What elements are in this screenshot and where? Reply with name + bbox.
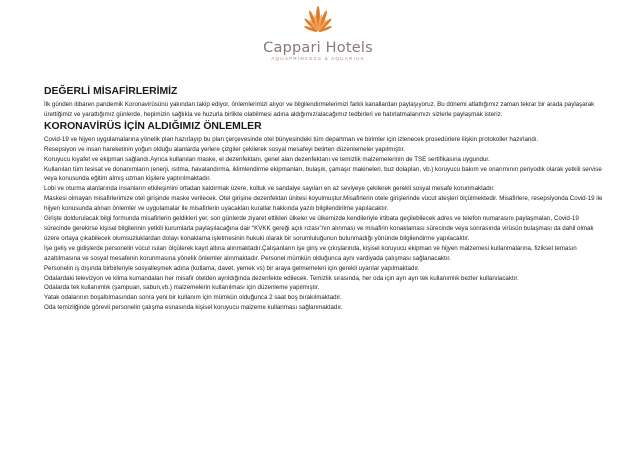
sun-flower-icon: [298, 6, 338, 40]
hotel-logo: [0, 6, 636, 76]
greeting-title: DEĞERLİ MİSAFİRLERİMİZ: [44, 86, 178, 97]
measure-paragraph: Yatak odalarının boşaltılmasından sonra yeni bir kullanım için mümkün olduğunca 2 saat boş bırakılmaktadır.: [44, 294, 342, 302]
brand-subtitle: AQUAPRINCESS & AQUARIUS: [271, 56, 365, 61]
measure-paragraph: Covid-19 ve hijyen uygulamalarına yönelik plan hazırlayıp bu plan çerçevesinde otel bünyesindeki tüm departman ve birimler için izlenecek prosedürlere ilişkin protokoller hazırlandı.: [44, 135, 539, 143]
measure-paragraph: Kullanılan tüm tesisat ve donanımların (enerji, ısıtma, havalandırma, iklimlendirme ekipmanları, bulaşık, çamaşır makineleri, buz dolapları, vb.) koruyucu bakım ve onarımının periyodik olarak yetkili servise veya konusunda eğitim almış uzman kişilere yaptırılmaktadır.: [44, 165, 602, 183]
document-body: [44, 86, 604, 313]
measure-paragraph: Koruyucu kıyafet ve ekipman sağlandı.Ayrıca kullanılan maske, el dezenfektanı, genel alan dezenfektanı ve temizlik malzemelerinin de TSE sertifikasına uygundur.: [44, 155, 490, 163]
measure-paragraph: Odalarda tek kullanımlık (şampuan, sabun,vb.) malzemelerin kullanılması için düzenleme yapılmıştır.: [44, 284, 320, 292]
measure-paragraph: Lobi ve oturma alanlarında insanların etkileşimini ortadan kaldırmak üzere, koltuk ve sandalye sayıları en az seviyeye çekilerek gerekli sosyal mesafe korunmaktadır.: [44, 185, 495, 193]
measure-paragraph: Resepsiyon ve insan hareketinin yoğun olduğu alanlarda yerlere çizgiler çekilerek sosyal mesafeyi belirten düzenlemeler yapılmıştır.: [44, 145, 406, 153]
measure-paragraph: Oda temizliğinde görevli personelin çalışma esnasında kişisel koruyucu malzeme kullanması sağlanmaktadır.: [44, 304, 343, 312]
measure-paragraph: Girişte doldurulacak bilgi formunda misafirlerin geldikleri yer, son günlerde ziyaret ettikleri ülkeler ve ülkemizde kendileriyle irtibata geçilebilecek adres ve telefon numarasını paylaşmaları, Covid-19 sürecinde gerekirse kişisel bilgilerinin yetkili kurumlarla paylaşılacağına dair “KVKK gereği açık rızası”nın alınması ve misafirin konaklaması sürecinde veya sonrasında virüsün bulaşması da dahil olmak üzere ortaya çıkabilecek olumsuzluklardan dolayı konaklama işletmesinin hukuki olarak bir sorumluluğunun bulunmadığı yönünde bilgilendirme yapılacaktır.: [44, 215, 594, 242]
measure-paragraph: Personelin iş dışında birbirleriyle sosyalleşmek adına (kutlama, davet, yemek vs) bir araya gelmemeleri için gerekli uyarılar yapılmaktadır.: [44, 264, 420, 272]
brand-name: Cappari Hotels: [263, 40, 373, 56]
measure-paragraph: Odalardaki televizyon ve klima kumandaları her misafir otelden ayrıldığında dezenfekte edilecek. Temizlik sırasında, her oda için ayrı ayrı tek kullanımlık bezler kullanılacaktır.: [44, 274, 519, 282]
greeting-text: İlk günden itibaren pandemik Koronavirüsünü yakından takip ediyor, önlemlerimizi alıyor ve bilgilendirmelerimizi farklı kanallardan paylaşıyoruz. Bu dönemi atlattığımız zaman tekrar bir arada paylaşarak ürettiğimiz ve yarattığımız günlerde, hepimizin sağlıkla ve huzurla birlikte olabilmesi adına aldığımız/alacağımız tedbirleri ve hatırlatmalarımızı sizlerle paylaşmak isteriz.: [44, 101, 595, 118]
measure-paragraph: Maskesi olmayan misafirlerimize otel girişinde maske verilecek. Otel girişine dezenfektan ünitesi koyulmuştur.Misafirlerin otele girişlerinde vücut ateşleri ölçülmektedir. Misafirlere, resepsiyonda Covid-19 ile hijyen konusunda alınan önlemler ve uygulamalar ile misafirlerin uyacakları kurallar hakkında yazılı bilgilendirilme yapılacaktır.: [44, 195, 603, 213]
measure-paragraph: İşe geliş ve gidişlerde personelin vücut ısıları ölçülerek kayıt altına alınmaktadır.Çalışanların işe giriş ve çıkışlarında, kişisel koruyucu ekipman ve hijyen malzemesi kullanmalarına, fiziksel temasın azaltılmasına ve sosyal mesafenin korunmasına yönelik önlemler alınmaktadır. Personel mümkün olduğunca aynı vardiyada çalışması sağlanacaktır.: [44, 244, 577, 262]
measures-title: KORONAVİRÜS İÇİN ALDIĞIMIZ ÖNLEMLER: [44, 120, 262, 132]
